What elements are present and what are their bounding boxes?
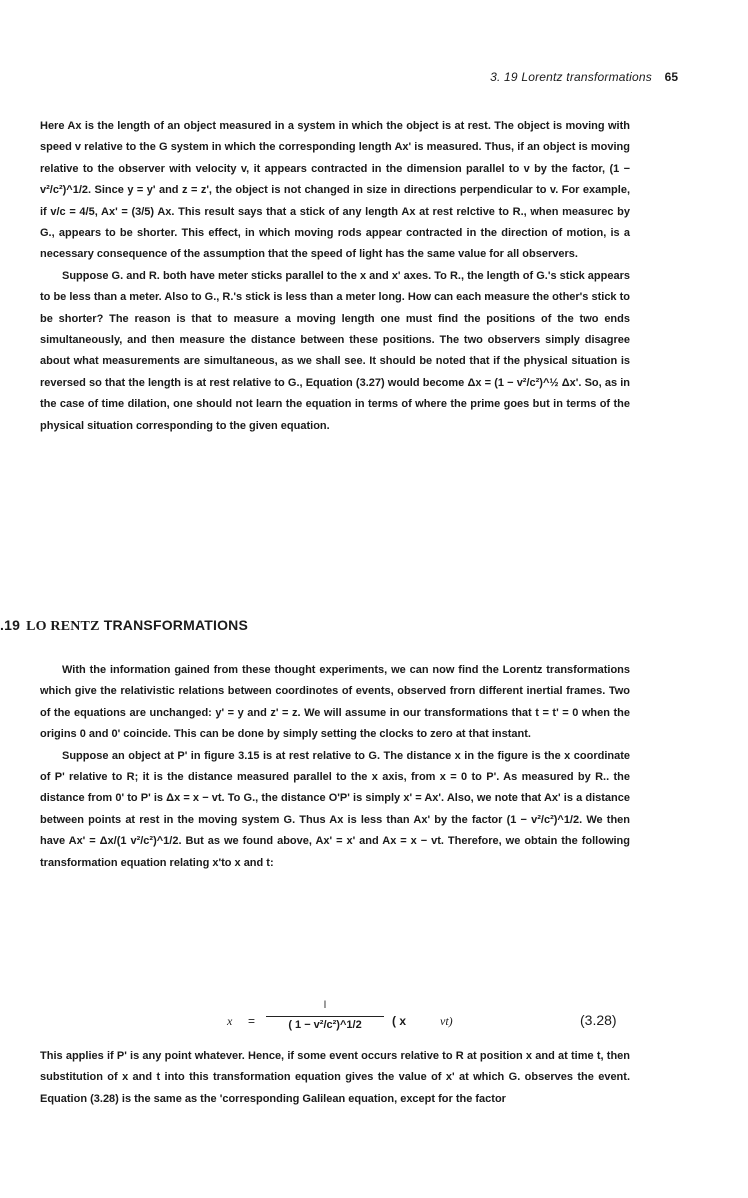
paragraph: Suppose an object at P' in figure 3.15 is at rest relative to G. The distance x in the figure is the x coordinate of P' relative to R; it is the distance measured parallel to the x axis, from x = 0 to P'. As measured by R.. the distance from 0' to P' is Δx = x − vt. To G., the distance O'P' is simply x' = Ax'. Also, we note that Ax' is a distance between points at rest in the moving system G. Thus Ax is less than Ax' by the factor (1 − v²/c²)^1/2. We then have Ax' = Δx/(1 v²/c²)^1/2. But as we found above, Ax' = x' and Ax = x − vt. Therefore, we obtain the following transformation equation relating x'to x and t: [40,749,630,869]
paragraph: Suppose G. and R. both have meter sticks parallel to the x and x' axes. To R., the length of G.'s stick appears to be less than a meter. Also to G., R.'s stick is less than a meter long. How can each measure the other's stick to be shorter? The reason is that to measure a moving length one must find the positions of the two ends simultaneously, and then measure the distance between these positions. The two observers simply disagree about what measurements are simultaneous, as we shall see. It should be noted that if the physical situation is reversed so that the length is at rest relative to G., Equation (3.27) would become Δx = (1 − v²/c²)^½ Δx'. So, as in the case of time dilation, one should not learn the equation in terms of where the prime goes but in terms of the physical situation corresponding to the given equation. [40,269,630,432]
running-title: 3. 19 Lorentz transformations [490,70,652,84]
section-number: .19 [0,617,21,633]
equation-denominator: ( 1 − v²/c²)^1/2 [288,1019,362,1031]
equation-paren: ( x [392,1014,407,1028]
lorentz-text-block [40,660,630,874]
section-heading [0,617,400,635]
page-header [0,68,748,90]
equation-fraction [266,1000,384,1031]
closing-text-block [40,1046,630,1110]
equation-rhs: vt) [440,1014,453,1028]
section-title-part: LO RENTZ [26,619,100,634]
section-title: TRANSFORMATIONS [103,617,249,633]
equation-3-28 [40,1000,640,1044]
equation-label: (3.28) [580,1012,617,1028]
paragraph: This applies if P' is any point whatever. Hence, if some event occurs relative to R at position x and at time t, then substitution of x and t into this transformation equation gives the value of x' at which G. observes the event. Equation (3.28) is the same as the 'corresponding Galilean equation, except for the factor [40,1050,630,1105]
equation-lhs: x [227,1014,233,1028]
fraction-bar [266,1016,384,1017]
page-number: 65 [664,70,678,84]
equation-numerator: l [323,1000,327,1011]
paragraph: With the information gained from these thought experiments, we can now find the Lorentz transformations which give the relativistic relations between coordinotes of events, observed frorn different inertial frames. Two of the equations are unchanged: y' = y and z' = z. We will assume in our transformations that t = t' = 0 when the origins 0 and 0' coincide. This can be done by simply setting the clocks to zero at that instant. [40,664,630,741]
paragraph: Here Ax is the length of an object measured in a system in which the object is at rest. The object is moving with speed v relative to the G system in which the corresponding length Ax' is measured. Thus, if an object is moving relative to the observer with velocity v, it appears contracted in the dimension parallel to v by the factor, (1 − v²/c²)^1/2. Since y = y' and z = z', the object is not changed in size in directions perpendicular to v. For example, if v/c = 4/5, Ax' = (3/5) Ax. This result says that a stick of any length Ax at rest relctive to R., when measurec by G., appears to be shorter. This effect, in which moving rods appear contracted in the direction of motion, is a necessary consequence of the assumption that the speed of light has the same value for all observers. [40,120,630,261]
equation-equals: = [248,1014,256,1028]
intro-text-block [40,116,630,437]
